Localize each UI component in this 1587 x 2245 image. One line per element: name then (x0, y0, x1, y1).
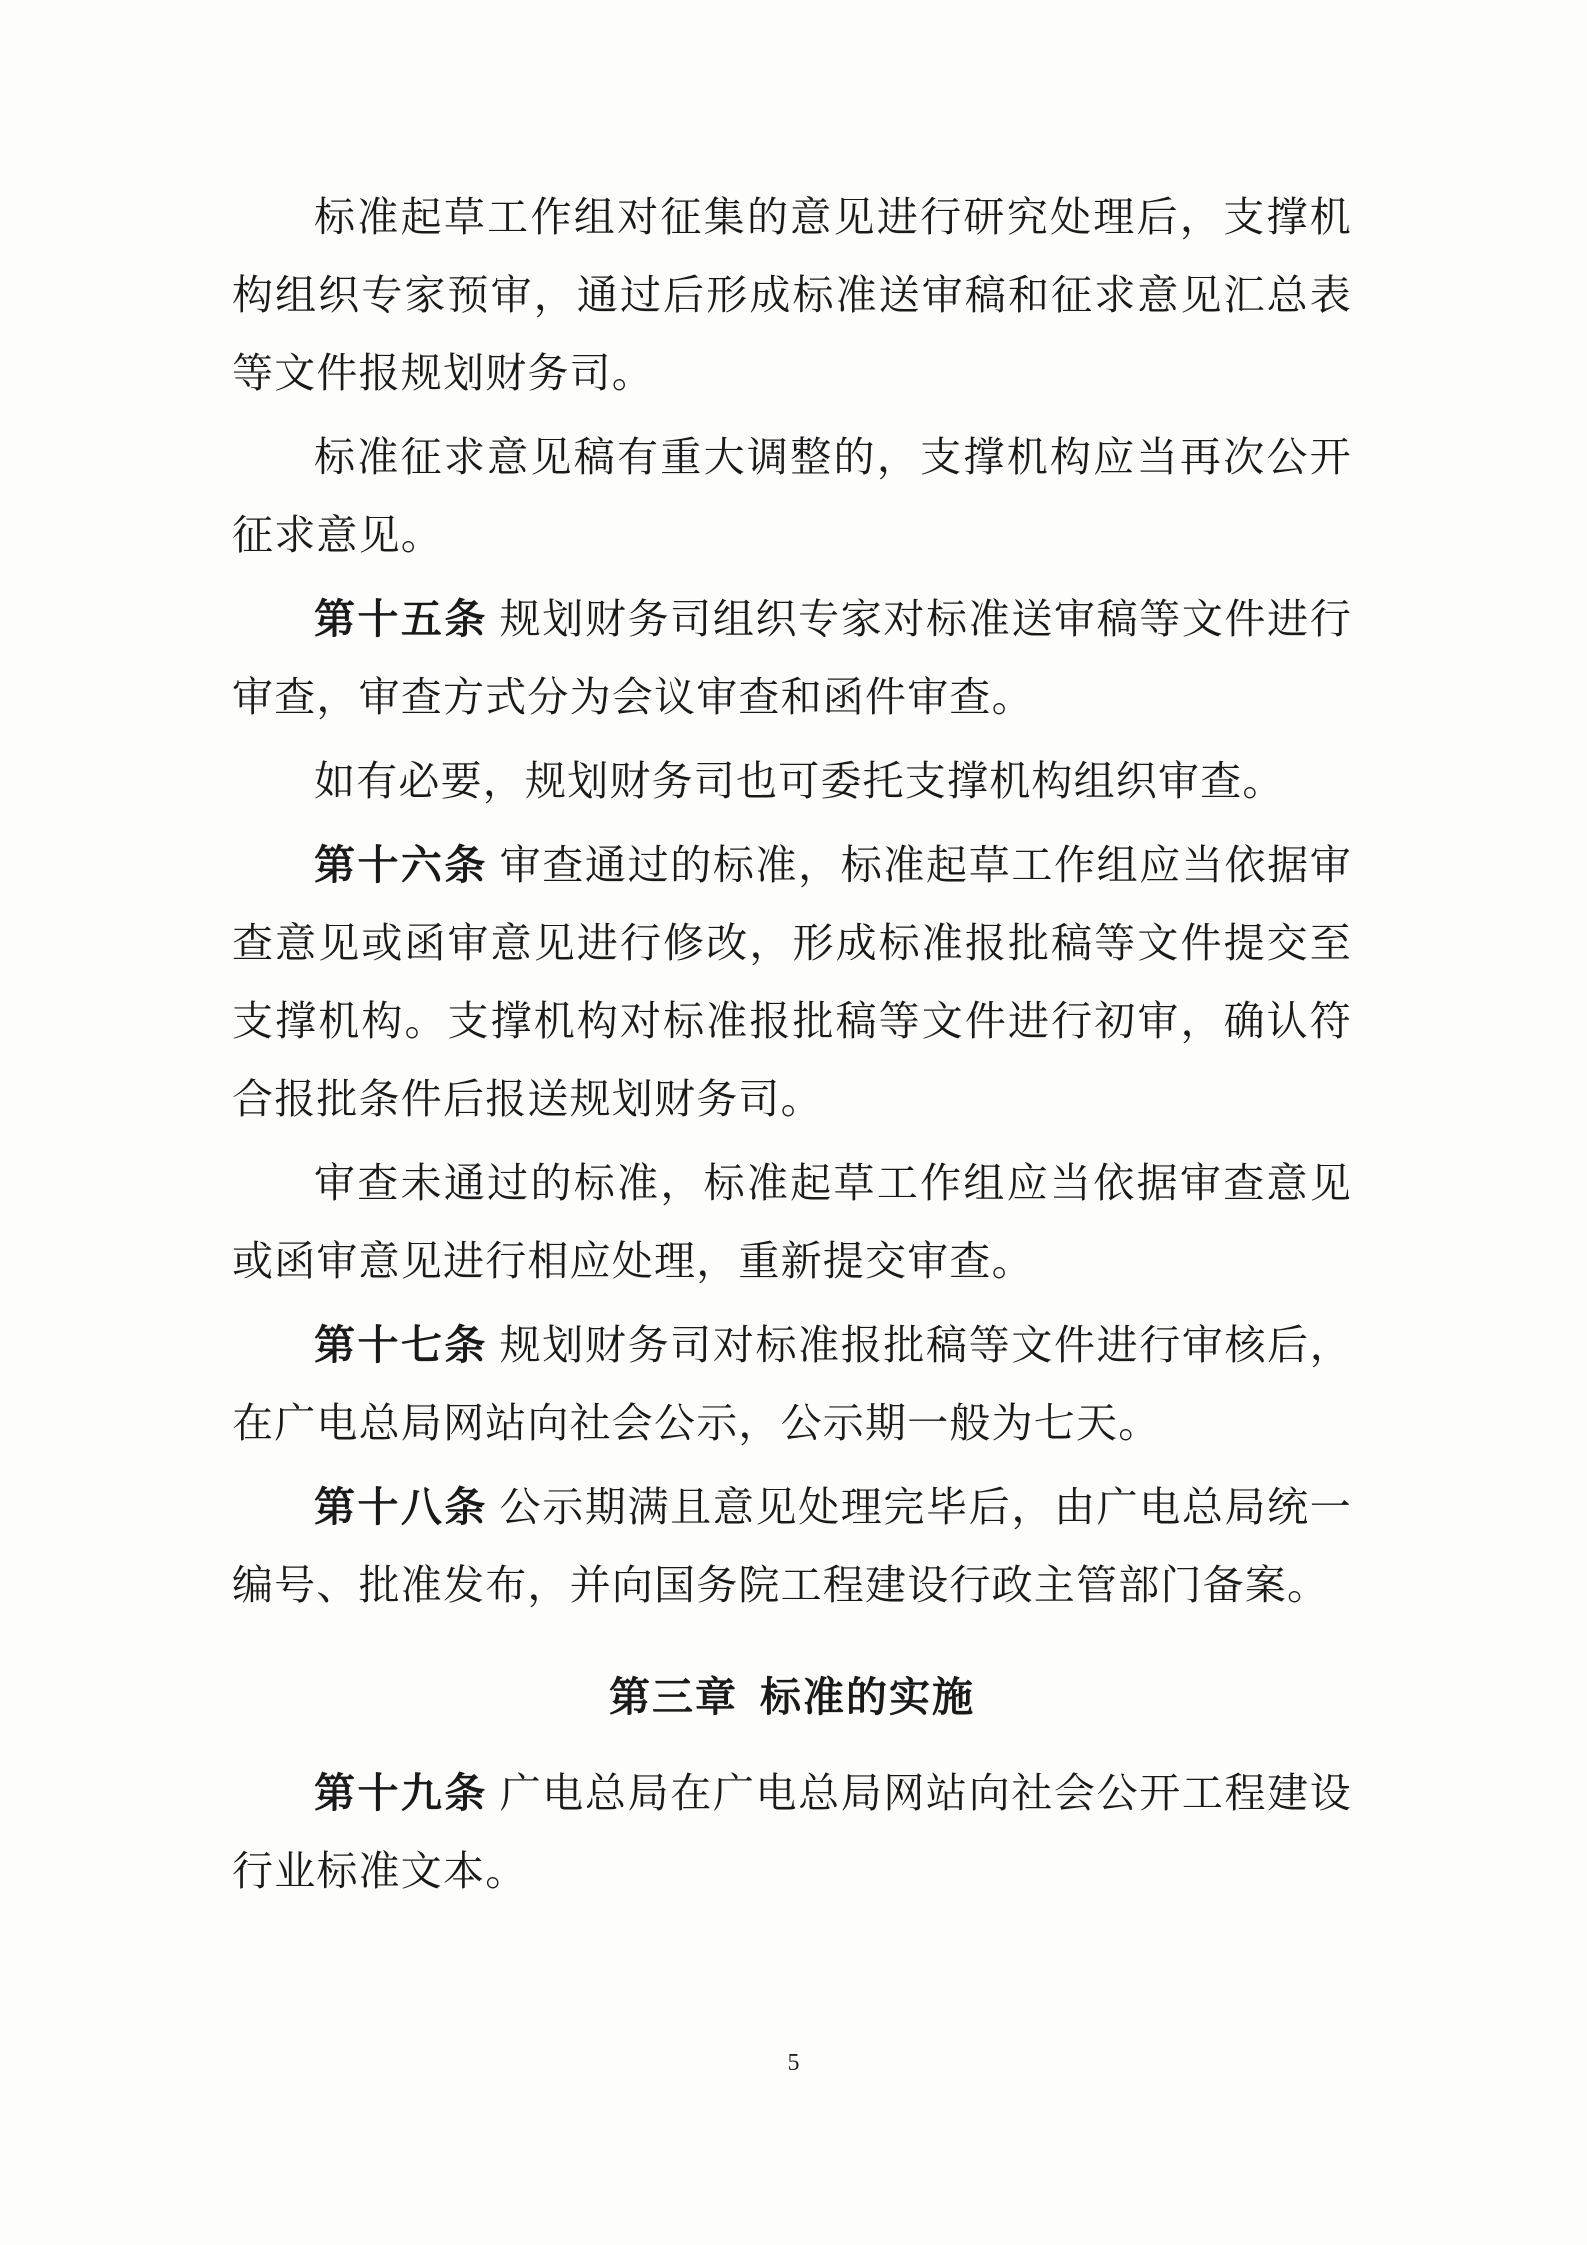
chapter-heading (232, 1658, 1352, 1736)
article-number: 第十六条 (314, 842, 488, 888)
chapter-number: 第三章 (609, 1674, 738, 1720)
page-number: 5 (787, 2050, 800, 2076)
chapter-title: 标准的实施 (760, 1674, 975, 1720)
paragraph-text: 标准起草工作组对征集的意见进行研究处理后，支撑机构组织专家预审，通过后形成标准送审稿和征求意见汇总表等文件报规划财务司。 (232, 194, 1352, 396)
paragraph-text: 标准征求意见稿有重大调整的，支撑机构应当再次公开征求意见。 (232, 434, 1352, 558)
document-body (232, 178, 1352, 1916)
paragraph (232, 1468, 1352, 1624)
article-number: 第十五条 (314, 596, 488, 642)
paragraph-text: 审查通过的标准，标准起草工作组应当依据审查意见或函审意见进行修改，形成标准报批稿等文件提交至支撑机构。支撑机构对标准报批稿等文件进行初审，确认符合报批条件后报送规划财务司。 (232, 842, 1353, 1122)
paragraph (232, 826, 1352, 1138)
paragraph (232, 1754, 1352, 1910)
article-number: 第十七条 (314, 1322, 488, 1368)
article-number: 第十九条 (314, 1770, 488, 1816)
paragraph-text: 审查未通过的标准，标准起草工作组应当依据审查意见或函审意见进行相应处理，重新提交审查。 (232, 1160, 1352, 1284)
paragraph (232, 1306, 1352, 1462)
paragraph-text: 规划财务司对标准报批稿等文件进行审核后，在广电总局网站向社会公示，公示期一般为七天。 (232, 1322, 1353, 1446)
paragraph (232, 1144, 1352, 1300)
paragraph-text: 如有必要，规划财务司也可委托支撑机构组织审查。 (314, 758, 1285, 804)
paragraph (232, 580, 1352, 736)
article-number: 第十八条 (314, 1484, 488, 1530)
paragraph (232, 418, 1352, 574)
paragraph-text: 公示期满且意见处理完毕后，由广电总局统一编号、批准发布，并向国务院工程建设行政主管部门备案。 (232, 1484, 1353, 1608)
paragraph (232, 178, 1352, 412)
paragraph (232, 742, 1352, 820)
paragraph-text: 规划财务司组织专家对标准送审稿等文件进行审查，审查方式分为会议审查和函件审查。 (232, 596, 1353, 720)
paragraph-text: 广电总局在广电总局网站向社会公开工程建设行业标准文本。 (232, 1770, 1353, 1894)
